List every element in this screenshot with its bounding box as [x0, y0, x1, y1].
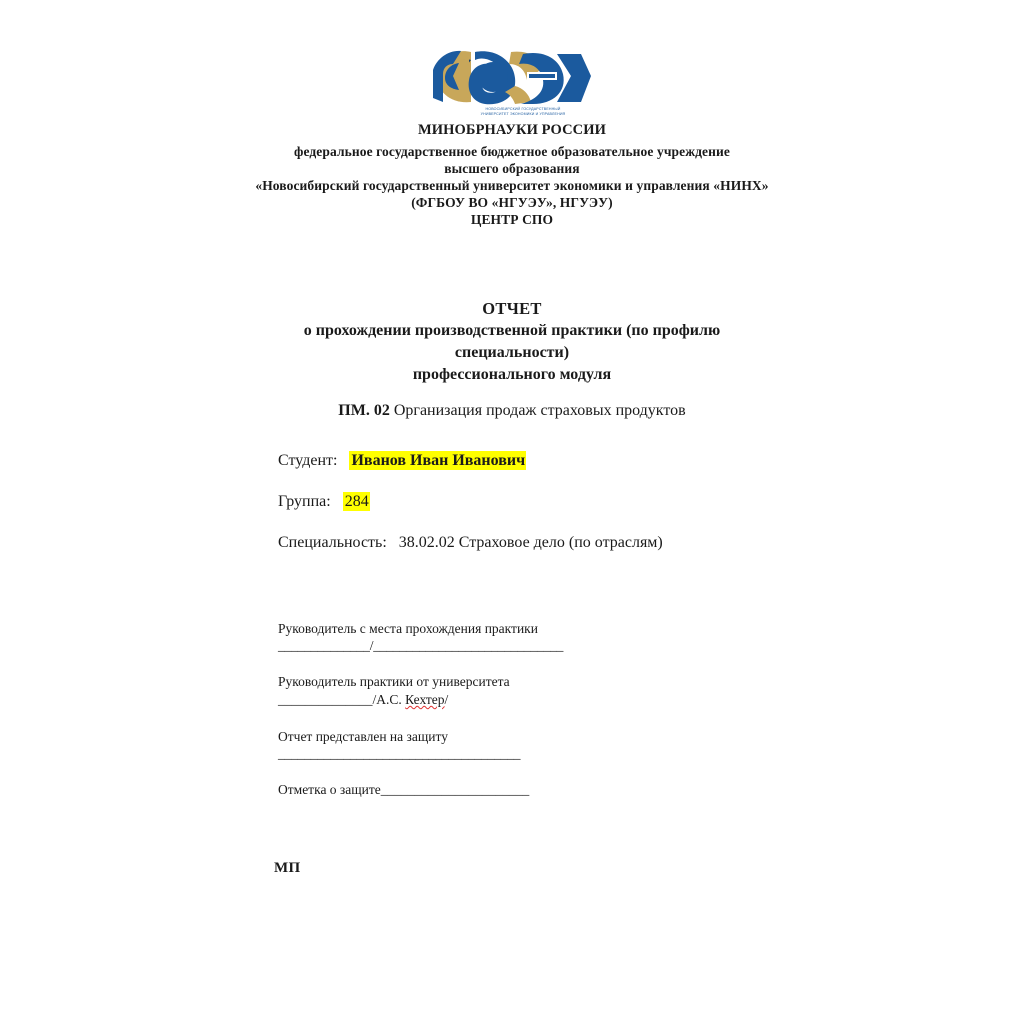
page-title: ОТЧЕТ: [482, 299, 542, 318]
submitted-line[interactable]: _____________________________________: [278, 746, 521, 761]
university-supervisor-surname: Кехтер: [405, 692, 445, 707]
site-supervisor-separator: /: [369, 638, 374, 653]
logo-caption-line-2: УНИВЕРСИТЕТ ЭКОНОМИКИ И УПРАВЛЕНИЯ: [480, 112, 566, 116]
institution-line-2: высшего образования: [444, 161, 580, 176]
site-supervisor-rule-left: ______________: [278, 638, 370, 653]
grade-label: Отметка о защите: [278, 782, 381, 797]
ministry-name: МИНОБРНАУКИ РОССИИ: [417, 122, 607, 138]
slash-close: /: [444, 692, 449, 707]
group-row: [278, 491, 878, 513]
grade-line[interactable]: [278, 781, 838, 799]
title-subline-2: специальности): [454, 344, 570, 361]
university-supervisor-label: Руководитель практики от университета: [278, 674, 510, 689]
signature-block: [278, 620, 838, 799]
university-supervisor-rule: ______________: [278, 692, 373, 707]
logo-artwork: [431, 46, 593, 118]
site-supervisor-label: Руководитель с места прохождения практики: [278, 621, 538, 636]
module-name: Организация продаж страховых продуктов: [393, 402, 686, 419]
specialty-row: [278, 532, 878, 554]
institution-line-1: федеральное государственное бюджетное образовательное учреждение: [294, 144, 730, 159]
site-supervisor-group: [278, 620, 838, 654]
title-subline-3: профессионального модуля: [412, 366, 612, 383]
stamp-placeholder: МП: [274, 860, 301, 876]
group-label: Группа:: [278, 493, 331, 510]
group-number-value[interactable]: 284: [344, 493, 369, 510]
module-line: [0, 400, 1024, 422]
document-title-block: [0, 298, 1024, 386]
ngueu-university-logo: [431, 46, 593, 118]
logo-container: [0, 46, 1024, 118]
site-supervisor-rule-right: _____________________________: [373, 638, 564, 653]
institution-line-5: ЦЕНТР СПО: [470, 212, 554, 227]
grade-group: [278, 781, 838, 799]
institution-header: [0, 120, 1024, 228]
university-supervisor-signature-line[interactable]: [278, 691, 838, 709]
specialty-label: Специальность:: [278, 534, 387, 551]
submitted-label: Отчет представлен на защиту: [278, 729, 448, 744]
student-name-value[interactable]: Иванов Иван Иванович: [351, 452, 526, 469]
submitted-group: [278, 728, 838, 762]
university-supervisor-group: [278, 673, 838, 709]
specialty-value: 38.02.02 Страховое дело (по отраслям): [398, 534, 663, 551]
site-supervisor-signature-line[interactable]: [278, 638, 838, 654]
institution-line-4: (ФГБОУ ВО «НГУЭУ», НГУЭУ): [411, 195, 613, 210]
title-subline-1: о прохождении производственной практики (по профилю: [303, 322, 721, 339]
module-code: ПМ. 02: [338, 402, 390, 419]
slash-open: /: [372, 692, 377, 707]
student-fields: [278, 450, 878, 554]
grade-rule: ______________________: [380, 782, 530, 797]
student-label: Студент:: [278, 452, 338, 469]
institution-line-3: «Новосибирский государственный университет экономики и управления «НИНХ»: [255, 178, 769, 193]
university-supervisor-initials: А.С.: [376, 692, 406, 707]
student-row: [278, 450, 878, 472]
logo-caption-line-1: НОВОСИБИРСКИЙ ГОСУДАРСТВЕННЫЙ: [485, 107, 561, 111]
